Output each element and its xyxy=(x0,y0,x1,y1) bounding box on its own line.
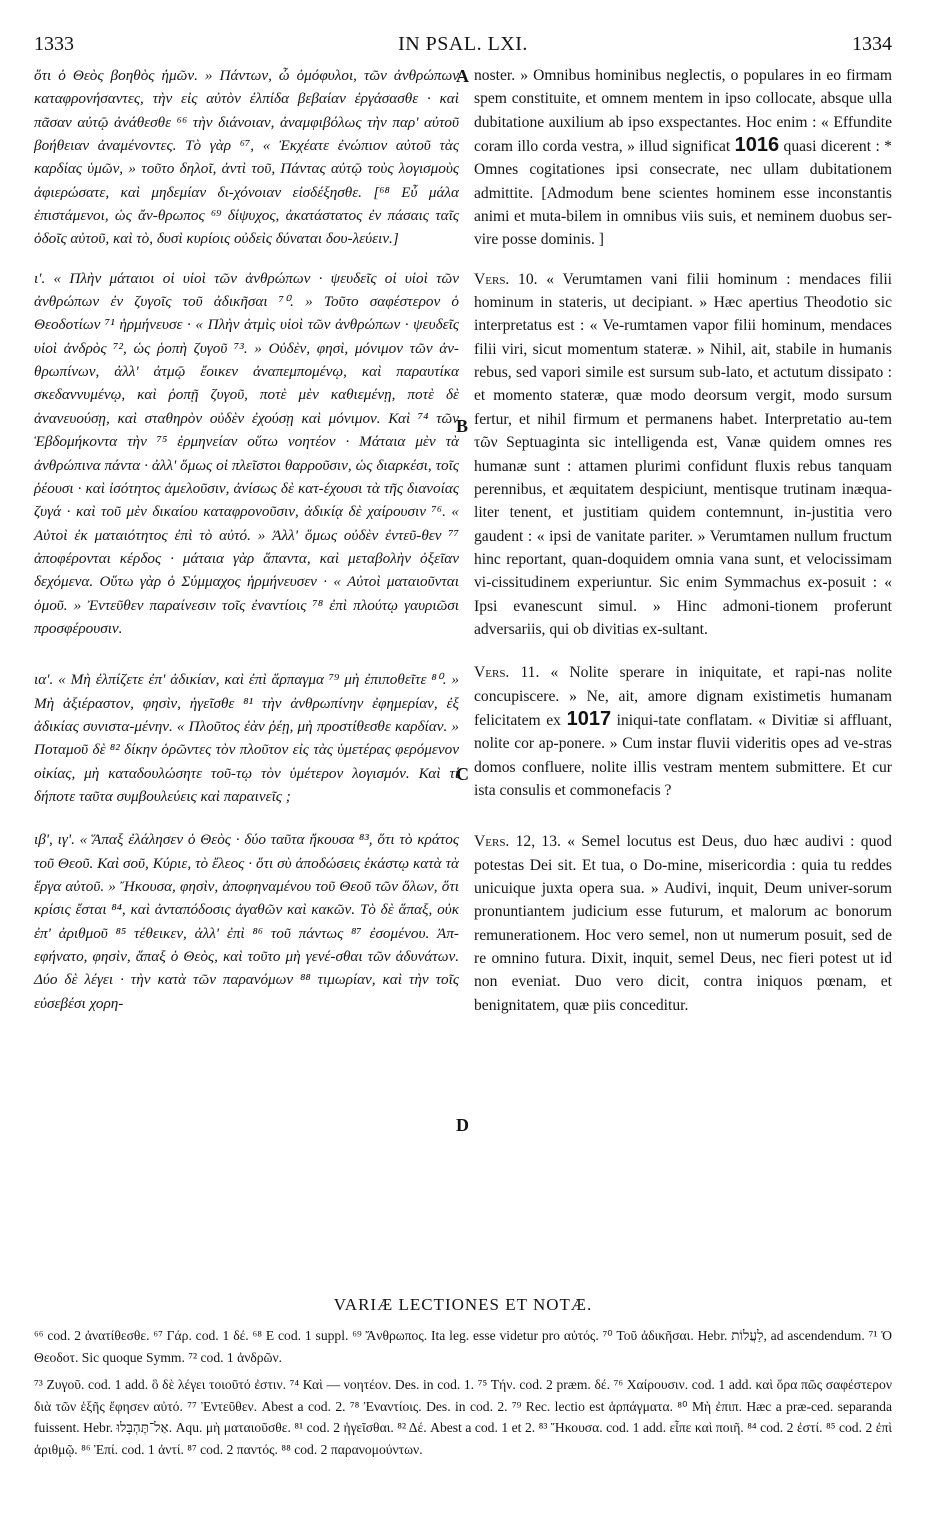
verse-12-13-text: « Semel locutus est Deus, duo hæc audivi : quod potestas Dei sit. Et tua, o Do-mine, misericordia : quia tu reddes unicuique juxta opera sua. » Audivi, inquit, Deum univer-sorum pronuntiantem judicium esse futurum, et malorum ac bonorum remunerationem. Hoc vero semel, non ut numerum posuit, sed de re omnino futura. Dixit, inquit, semel Deus, nec fieri potest ut id non eveniat. Duo vero dicit, contra iniquos pœnam, et benignitatem, quæ piis conceditur. xyxy=(474,833,892,1014)
right-page-number: 1334 xyxy=(852,33,892,55)
notes-heading: VARIÆ LECTIONES ET NOTÆ. xyxy=(333,1295,593,1314)
verse-11-heading: Vers. 11. xyxy=(474,664,540,682)
greek-column xyxy=(34,64,459,1015)
column-number-1016: 1016 xyxy=(734,134,780,157)
greek-paragraph-1: ὅτι ὁ Θεὸς βοηθὸς ἡμῶν. » Πάντων, ὦ ὁμόφυλοι, τῶν ἀνθρώπων καταφρονήσαντες, τὴν εἰς αὐτὸν ἐλπίδα βεβαίαν ἐργάσασθε · καὶ πᾶσαν αὐτῷ ἀνάθεσθε ⁶⁶ τὴν διάνοιαν, ἀναμφιβόλως τὴν παρ' αὐτοῦ βοήθειαν ἀναμένοντες. Τὸ γὰρ ⁶⁷, « Ἐκχέατε ἐνώπιον αὐτοῦ τὰς καρδίας ὑμῶν, » τοῦτο δηλοῖ, ἀντὶ τοῦ, Πάντας αὐτῷ τοὺς λογισμοὺς ἀφιερώσατε, καὶ μηδεμίαν δι-χόνοιαν εἰσδέξησθε. [⁶⁸ Εὖ μάλα ἐπιστάμενοι, ὡς ἄν-θρωπος ⁶⁹ δίψυχος, ἀκατάστατος ἐν πάσαις ταῖς ὁδοῖς αὐτοῦ, καὶ τὸ, δυσὶ κυρίοις οὐδεὶς δύναται δου-λεύειν.] xyxy=(34,67,459,248)
footnotes-block-2: ⁷³ Ζυγοῦ. cod. 1 add. ὃ δὲ λέγει τοιοῦτό ἐστιν. ⁷⁴ Καὶ — νοητέον. Des. in cod. 1. ⁷⁵ Τήν. cod. 2 præm. δέ. ⁷⁶ Χαίρουσιν. cod. 1 add. καὶ ὅρα πῶς σαφέστερον διὰ τῶν ἑξῆς ἔφησεν αὐτό. ⁷⁷ Ἐντεῦθεν. Abest a cod. 2. ⁷⁸ Ἐναντίοις. Des. in cod. 2. ⁷⁹ Rec. lectio est ἁρπάγματα. ⁸⁰ Μὴ ἐπιπ. Hæc a præ-ced. separanda fuissent. Hebr. אַל־תֶּהְבָּלוּ. Aqu. μὴ ματαιοῦσθε. ⁸¹ cod. 2 ἡγεῖσθαι. ⁸² Δέ. Abest a cod. 1 et 2. ⁸³ Ἤκουσα. cod. 1 add. εἶπε καὶ ποιῆ. ⁸⁴ cod. 2 ἐστί. ⁸⁵ cod. 2 ἐπὶ ἀριθμῷ. ⁸⁶ Ἐπί. cod. 1 ἀντί. ⁸⁷ cod. 2 παντός. ⁸⁸ cod. 2 παρανομούντων. xyxy=(34,1377,892,1457)
verse-12-13-heading: Vers. 12, 13. xyxy=(474,833,561,851)
greek-paragraph-verse-10: ι'. « Πλὴν μάταιοι οἱ υἱοὶ τῶν ἀνθρώπων · ψευδεῖς οἱ υἱοὶ τῶν ἀνθρώπων ἐν ζυγοῖς τοῦ ἀδικῆσαι ⁷⁰. » Τοῦτο σαφέστερον ὁ Θεοδοτίων ⁷¹ ἡρμήνευσε · « Πλὴν ἀτμὶς υἱοὶ τῶν ἀνθρώπων · ψευδεῖς υἱοὶ ἀνδρὸς ⁷², ὡς ῥοπὴ ζυγοῦ ⁷³. » Οὐδὲν, φησὶ, μόνιμον τῶν ἀν-θρωπίνων, ἀλλ' ἀτμῷ ἔοικεν ἀναπεμπομένῳ, καὶ παραυτίκα σκεδαννυμένῳ, καὶ ῥοπῇ ζυγοῦ, ποτὲ μὲν καθιεμένῃ, ποτὲ δὲ ἀνανευούσῃ, καὶ σταθηρὸν οὐδὲν ἐχούσῃ καὶ μόνιμον. Καὶ ⁷⁴ τῶν Ἑβδομήκοντα τὴν ⁷⁵ ἑρμηνείαν οὕτω νοητέον · Μάταια μὲν τὰ ἀνθρώπινα πάντα · ἀλλ' ὅμως οἱ πλεῖστοι θαρροῦσιν, ὡς διαρκέσι, τοῖς ῥέουσι · καὶ ἰσότητος ἀμελοῦσιν, ἀνίσως δὲ κατ-έχουσι τὰ τῆς διανοίας ζυγά · καὶ τοῦ μὲν δικαίου καταφρονοῦσιν, ἀδικίᾳ δὲ χαίρουσιν ⁷⁶. « Αὐτοὶ ἐκ ματαιότητος ἐπὶ τὸ αὐτό. » Ἀλλ' ὅμως οὐδὲν ἐντεῦ-θεν ⁷⁷ ἀποφέρονται κέρδος · μάταια γὰρ ἅπαντα, καὶ μεταβολὴν ὀξεῖαν δεχόμενα. Οὕτω γὰρ ὁ Σύμμαχος ἡρμήνευσεν · « Αὐτοὶ ματαιοῦνται ὁμοῦ. » Ἐντεῦθεν παραίνεσιν τοῖς ἐναντίοις ⁷⁸ ἐπὶ πλούτῳ γαυριῶσι προσφέρουσιν. xyxy=(34,269,459,637)
greek-paragraph-verse-11: ια'. « Μὴ ἐλπίζετε ἐπ' ἀδικίαν, καὶ ἐπὶ ἅρπαγμα ⁷⁹ μὴ ἐπιποθεῖτε ⁸⁰. » Μὴ ἀξιέραστον, φησὶν, ἡγεῖσθε ⁸¹ τὴν ἀνθρωπίνην ἐφημερίαν, ἐξ ἀδικίας συνιστα-μένην. « Πλοῦτος ἐὰν ῥέῃ, μὴ προστίθεσθε καρδίαν. » Ποταμοῦ δὲ ⁸² δίκην ὁρῶντες τὸν πλοῦτον εἰς τὰς ὑμετέρας φερόμενον οἰκίας, μὴ καταδουλώσητε τοῦ-τῳ τὸν ὑμέτερον λογισμόν. Καὶ τί δήποτε ταῦτα συμβουλεύεις καὶ παραινεῖς ; xyxy=(34,671,459,805)
latin-paragraph-verse-10 xyxy=(474,268,892,642)
left-page-number: 1333 xyxy=(34,33,74,55)
latin-column xyxy=(474,64,892,1017)
footnotes xyxy=(34,1325,892,1466)
latin-paragraph-verse-11 xyxy=(474,661,892,802)
verse-11-text-b: iniqui-tate conflatam. « Divitiæ si affluant, nolite cor ap-ponere. » Cum instar fluvii videritis opes ad ve-stras domos confluere, nolite illis vestram mentem submittere. Et cur ista consulis et commonefacis ? xyxy=(474,711,893,799)
verse-11-text-a: « Nolite sperare in iniquitate, et rapi-nas nolite concupiscere. » Ne, ait, amore dignam existimetis humanam felicitatem ex xyxy=(474,664,892,729)
latin-paragraph-verse-12-13 xyxy=(474,830,892,1017)
running-header xyxy=(34,33,892,63)
margin-mark-c: C xyxy=(456,764,469,784)
margin-mark-d: D xyxy=(456,1115,469,1135)
footnotes-block-1: ⁶⁶ cod. 2 ἀνατίθεσθε. ⁶⁷ Γάρ. cod. 1 δέ. ⁶⁸ E cod. 1 suppl. ⁶⁹ Ἄνθρωπος. Ita leg. esse videtur pro αὐτός. ⁷⁰ Τοῦ ἀδικῆσαι. Hebr. לַעֲלוֹת, ad ascendendum. ⁷¹ Ὁ Θεοδοτ. Sic quoque Symm. ⁷² cod. 1 ἀνδρῶν. xyxy=(34,1328,892,1365)
verse-10-text: « Verumtamen vani filii hominum : mendaces filii hominum in stateris, ut decipiant. » Hæc apertius Theodotio sic interpretatus est : « Ve-rumtamen vapor filii hominum, mendaces filii viri, sicut momentum stateræ. » Nihil, ait, stabile in humanis rebus, sed vapori simile est sursum sub-lato, et actutum dissipato : et momento stateræ, quæ modo deorsum vergit, modo sursum fertur, et nihil firmum et permanens habet. Interpretatio au-tem τῶν Septuaginta sic intelligenda est, Vanæ quidem omnes res humanæ sunt : attamen plurimi confidunt fluxis rebus tanquam perennibus, et æquitatem despiciunt, mentisque trutinam inæqua-liter tenent, et justitiam quidem contemnunt, in-justitia vero gaudent : « ipsi de vanitate pariter. » Verumtamen nullum fructum hinc reportant, quan-doquidem omnia vana sunt, et velocissimam vi-cissitudinem experiuntur. Sic enim Symmachus ex-posuit : « Ipsi evanescunt simul. » Hinc admoni-tionem proferunt adversariis, qui ob divitias ex-sultant. xyxy=(474,270,892,638)
margin-mark-b: B xyxy=(456,416,469,436)
margin-mark-a: A xyxy=(456,66,469,86)
column-number-1017: 1017 xyxy=(566,707,612,730)
running-title: IN PSAL. LXI. xyxy=(398,33,528,55)
verse-10-heading: Vers. 10. xyxy=(474,270,538,288)
greek-paragraph-verse-12-13: ιβ', ιγ'. « Ἅπαξ ἐλάλησεν ὁ Θεὸς · δύο ταῦτα ἤκουσα ⁸³, ὅτι τὸ κράτος τοῦ Θεοῦ. Καὶ σοῦ, Κύριε, τὸ ἔλεος · ὅτι σὺ ἀποδώσεις ἑκάστῳ κατὰ τὰ ἔργα αὐτοῦ. » Ἤκουσα, φησὶν, ἀποφηναμένου τοῦ Θεοῦ τῶν ὅλων, ὅτι κρίσις ἔσται ⁸⁴, καὶ ἀνταπόδοσις ἀγαθῶν καὶ κακῶν. Τὸ δὲ ἅπαξ, οὐκ ἐπ' ἀριθμοῦ ⁸⁵ τέθεικεν, ἀλλ' ἐπὶ ⁸⁶ τοῦ πάντως ⁸⁷ ἐσομένου. Ἀπ-εφήνατο, φησὶν, ἅπαξ ὁ Θεὸς, καὶ τοῦτο μὴ γενέ-σθαι τῶν ἀδυνάτων. Δύο δὲ λέγει · τὴν κατὰ τῶν παρανόμων ⁸⁸ τιμωρίαν, καὶ τὴν τοῖς εὐσεβέσι χορη- xyxy=(34,831,459,1012)
latin-paragraph-1 xyxy=(474,64,892,252)
latin-paragraph-1-part-b: quasi dicerent : * Omnes cogitationes ipsi consecrate, nec ullam dubitationem admittite. [Admodum bene scientes hominem esse inconstantis animi et muta-bilem in omnibus viis suis, et neminem duobus ser-vire posse dominis. ] xyxy=(474,138,892,249)
latin-paragraph-1-part-a: noster. » Omnibus hominibus neglectis, o populares in eo firmam spem constituite, et omnem mentem in ipso collocate, absque ulla dubitatione auxilium ab ipso exspectantes. Hoc enim : « Effundite coram illo corda vestra, » illud significat xyxy=(474,67,892,156)
